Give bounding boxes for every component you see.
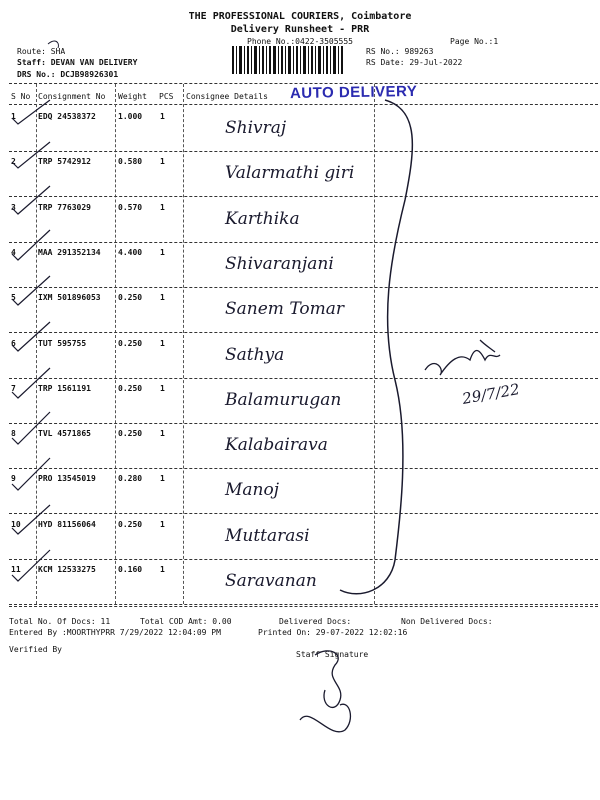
row-sno: 4 (11, 248, 16, 257)
route-mark (48, 41, 58, 48)
row-weight: 0.160 (118, 565, 143, 574)
total-docs: Total No. Of Docs: 11 (9, 617, 111, 626)
row-consignee: Karthika (225, 209, 300, 229)
phone-number: Phone No.:0422-3505555 (247, 37, 353, 46)
row-consignment: TVL 4571865 (38, 429, 91, 438)
row-consignment: EDQ 24538372 (38, 112, 96, 121)
row-consignee: Shivaranjani (225, 254, 334, 274)
staff-signature-scribble (300, 651, 350, 732)
col-weight: Weight (118, 92, 147, 101)
check-mark (12, 276, 50, 305)
company-title: THE PROFESSIONAL COURIERS, Coimbatore (188, 11, 412, 22)
row-weight: 0.280 (118, 474, 143, 483)
rs-date: RS Date: 29-Jul-2022 (366, 58, 463, 67)
row-weight: 0.250 (118, 293, 143, 302)
col-consignment: Consignment No (38, 92, 106, 101)
staff-label: Staff: DEVAN VAN DELIVERY (17, 58, 138, 67)
row-weight: 1.000 (118, 112, 143, 121)
row-pcs: 1 (160, 339, 165, 348)
printed-on: Printed On: 29-07-2022 12:02:16 (258, 628, 408, 637)
row-weight: 0.250 (118, 339, 143, 348)
page-number: Page No.:1 (450, 37, 499, 46)
row-consignee: Saravanan (225, 571, 317, 591)
check-mark (12, 142, 50, 168)
delivered-docs: Delivered Docs: (279, 617, 352, 626)
row-consignee: Manoj (225, 480, 279, 500)
row-weight: 0.580 (118, 157, 143, 166)
row-sno: 11 (11, 565, 21, 574)
row-consignment: TUT 595755 (38, 339, 87, 348)
row-consignee: Valarmathi giri (225, 163, 355, 183)
row-consignee: Balamurugan (225, 390, 342, 410)
row-pcs: 1 (160, 474, 165, 483)
staff-signature-label: Staff Signature (296, 650, 369, 659)
check-mark (12, 412, 50, 444)
row-sno: 8 (11, 429, 16, 438)
check-mark (12, 186, 50, 214)
col-sno: S No (11, 92, 31, 101)
row-consignment: KCM 12533275 (38, 565, 96, 574)
row-weight: 4.400 (118, 248, 143, 257)
row-consignment: MAA 291352134 (38, 248, 101, 257)
route-label: Route: SHA (17, 47, 66, 56)
row-pcs: 1 (160, 565, 165, 574)
row-sno: 9 (11, 474, 16, 483)
row-consignment: IXM 501896053 (38, 293, 101, 302)
row-consignment: PRO 13545019 (38, 474, 96, 483)
row-consignee: Muttarasi (225, 526, 310, 546)
runsheet-title: Delivery Runsheet - PRR (230, 24, 370, 35)
row-sno: 7 (11, 384, 16, 393)
row-consignee: Sathya (225, 345, 285, 365)
row-consignee: Sanem Tomar (225, 299, 344, 319)
row-sno: 2 (11, 157, 16, 166)
check-mark (12, 458, 50, 490)
row-consignment: TRP 5742912 (38, 157, 91, 166)
row-consignee: Shivraj (225, 118, 287, 138)
row-pcs: 1 (160, 157, 165, 166)
side-signature (425, 340, 500, 375)
row-pcs: 1 (160, 112, 165, 121)
row-weight: 0.250 (118, 429, 143, 438)
row-weight: 0.570 (118, 203, 143, 212)
verified-by: Verified By (9, 645, 62, 654)
check-mark (12, 100, 50, 124)
row-pcs: 1 (160, 248, 165, 257)
col-consignee: Consignee Details (186, 92, 268, 101)
side-note-date: 29/7/22 (460, 380, 521, 408)
auto-delivery-stamp: AUTO DELIVERY (289, 82, 418, 103)
row-pcs: 1 (160, 203, 165, 212)
check-mark (12, 230, 50, 260)
check-mark (12, 505, 50, 534)
row-sno: 10 (11, 520, 21, 529)
col-pcs: PCS (159, 92, 174, 101)
rs-number: RS No.: 989263 (366, 47, 434, 56)
entered-by: Entered By :MOORTHYPRR 7/29/2022 12:04:09 PM (9, 628, 221, 637)
row-consignment: HYD 81156064 (38, 520, 96, 529)
row-sno: 5 (11, 293, 16, 302)
row-sno: 6 (11, 339, 16, 348)
non-delivered-docs: Non Delivered Docs: (401, 617, 493, 626)
row-sno: 3 (11, 203, 16, 212)
row-consignee: Kalabairava (225, 435, 328, 455)
bracket-curve (340, 100, 412, 594)
row-pcs: 1 (160, 520, 165, 529)
check-mark (12, 368, 50, 398)
row-sno: 1 (11, 112, 16, 121)
row-consignment: TRP 1561191 (38, 384, 91, 393)
check-mark (12, 322, 50, 351)
check-marks (12, 100, 50, 581)
row-pcs: 1 (160, 293, 165, 302)
row-weight: 0.250 (118, 384, 143, 393)
total-cod: Total COD Amt: 0.00 (140, 617, 232, 626)
row-pcs: 1 (160, 429, 165, 438)
row-pcs: 1 (160, 384, 165, 393)
row-consignment: TRP 7763029 (38, 203, 91, 212)
check-mark (12, 550, 50, 581)
row-weight: 0.250 (118, 520, 143, 529)
drs-number: DRS No.: DCJB98926301 (17, 70, 119, 79)
